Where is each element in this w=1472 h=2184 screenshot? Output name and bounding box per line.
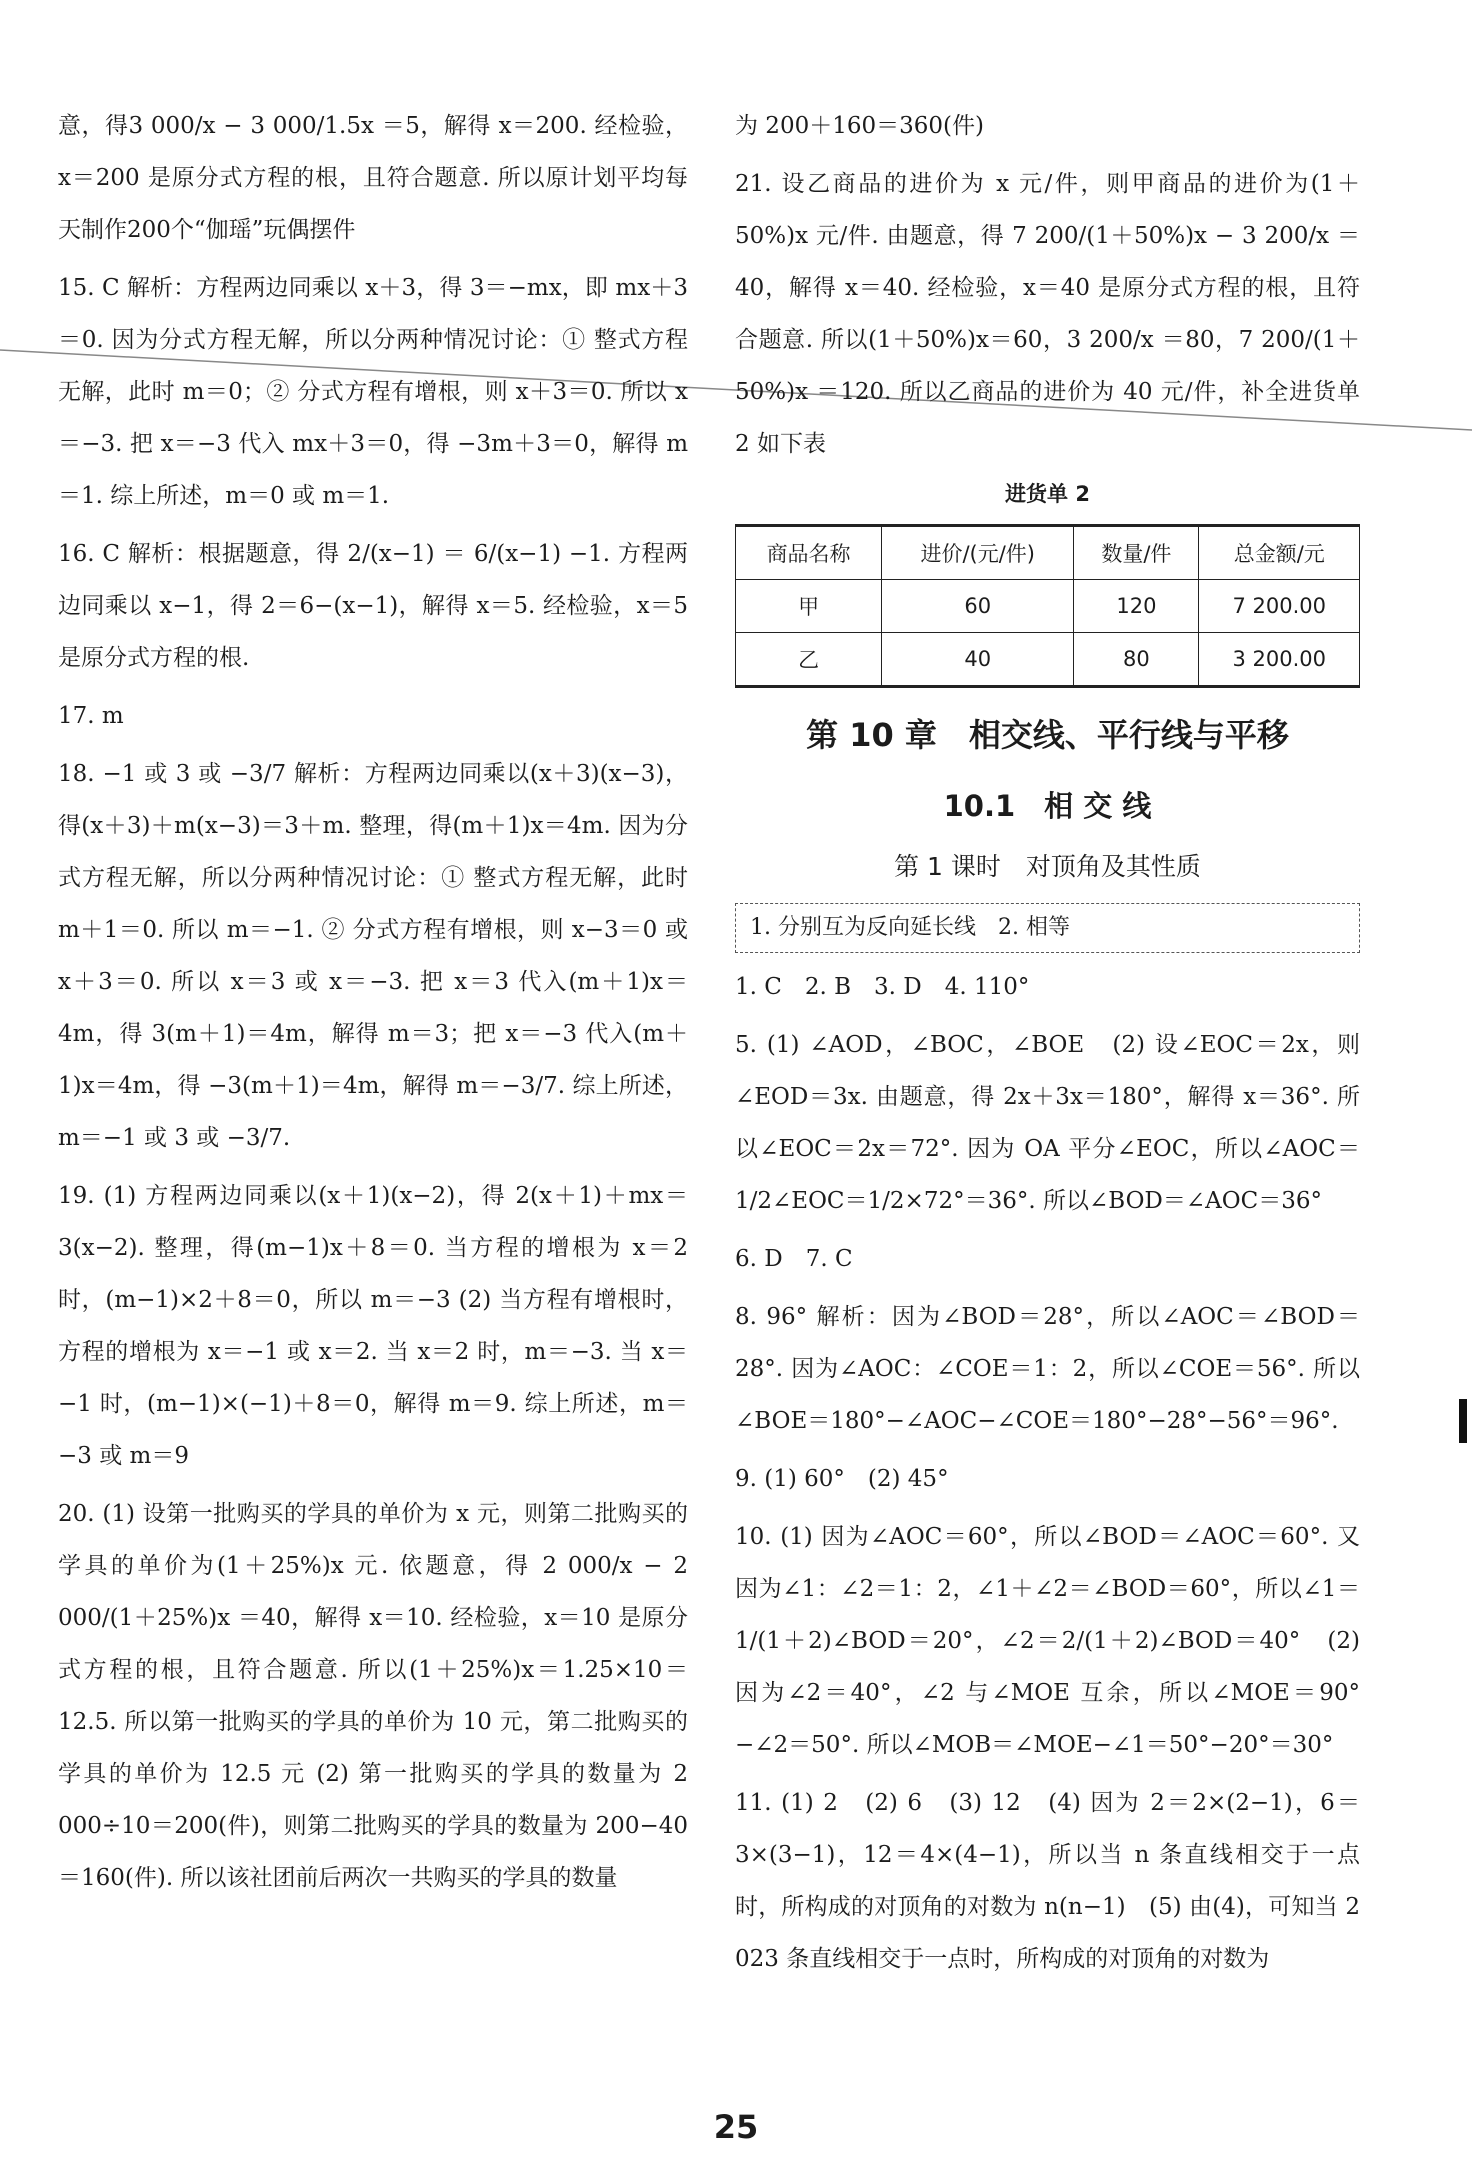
concept-answer-box: 1. 分别互为反向延长线 2. 相等 <box>735 903 1360 953</box>
lesson-title: 第 1 课时 对顶角及其性质 <box>894 852 1201 881</box>
answer-14-continued: 意，得3 000/x − 3 000/1.5x ＝5，解得 x＝200. 经检验，x＝200 是原分式方程的根，且符合题意. 所以原计划平均每天制作200个“伽瑶”玩偶摆件 <box>58 113 688 243</box>
table-cell: 乙 <box>736 633 882 687</box>
table-cell: 60 <box>882 580 1074 633</box>
edge-thumb-mark <box>1459 1399 1467 1443</box>
table-header-cell: 总金额/元 <box>1199 526 1360 580</box>
answer-20: 20. (1) 设第一批购买的学具的单价为 x 元，则第二批购买的学具的单价为(1＋25%)x 元. 依题意，得 2 000/x − 2 000/(1＋25%)x ＝40，解得 x＝10. 经检验，x＝10 是原分式方程的根，且符合题意. 所以(1＋25%)x＝1.25×10＝12.5. 所以第一批购买的学具的单价为 10 元，第二批购买的学具的单价为 12.5 元 (2) 第一批购买的学具的数量为 2 000÷10＝200(件)，则第二批购买的学具的数量为 200−40＝160(件). 所以该社团前后两次一共购买的学具的数量 <box>58 1501 688 1891</box>
table-cell: 80 <box>1074 633 1199 687</box>
table-row <box>736 633 1360 687</box>
right-column <box>735 100 1360 1991</box>
table-row <box>736 580 1360 633</box>
answer-17: 17. m <box>58 703 124 729</box>
answer-15: 15. C 解析：方程两边同乘以 x＋3，得 3＝−mx，即 mx＋3＝0. 因为分式方程无解，所以分两种情况讨论：① 整式方程无解，此时 m＝0；② 分式方程有增根，则 x＋3＝0. 所以 x＝−3. 把 x＝−3 代入 mx＋3＝0，得 −3m＋3＝0，解得 m＝1. 综上所述，m＝0 或 m＝1. <box>58 275 688 509</box>
answer-21: 21. 设乙商品的进价为 x 元/件，则甲商品的进价为(1＋50%)x 元/件. 由题意，得 7 200/(1＋50%)x − 3 200/x ＝40，解得 x＝40. 经检验，x＝40 是原分式方程的根，且符合题意. 所以(1＋50%)x＝60，3 200/x ＝80，7 200/(1＋50%)x ＝120. 所以乙商品的进价为 40 元/件，补全进货单 2 如下表 <box>735 171 1360 457</box>
table-header-cell: 商品名称 <box>736 526 882 580</box>
answer-9: 9. (1) 60° (2) 45° <box>735 1466 949 1492</box>
table-title: 进货单 2 <box>1005 482 1090 506</box>
table-cell: 7 200.00 <box>1199 580 1360 633</box>
table-header-cell: 数量/件 <box>1074 526 1199 580</box>
table-header-cell: 进价/(元/件) <box>882 526 1074 580</box>
answer-18: 18. −1 或 3 或 −3/7 解析：方程两边同乘以(x＋3)(x−3)，得(x＋3)＋m(x−3)＝3＋m. 整理，得(m＋1)x＝4m. 因为分式方程无解，所以分两种情况讨论：① 整式方程无解，此时 m＋1＝0. 所以 m＝−1. ② 分式方程有增根，则 x−3＝0 或 x＋3＝0. 所以 x＝3 或 x＝−3. 把 x＝3 代入(m＋1)x＝4m，得 3(m＋1)＝4m，解得 m＝3；把 x＝−3 代入(m＋1)x＝4m，得 −3(m＋1)＝4m，解得 m＝−3/7. 综上所述，m＝−1 或 3 或 −3/7. <box>58 761 688 1151</box>
answer-19: 19. (1) 方程两边同乘以(x＋1)(x−2)，得 2(x＋1)＋mx＝3(x−2). 整理，得(m−1)x＋8＝0. 当方程的增根为 x＝2 时，(m−1)×2＋8＝0，所以 m＝−3 (2) 当方程有增根时，方程的增根为 x＝−1 或 x＝2. 当 x＝2 时，m＝−3. 当 x＝−1 时，(m−1)×(−1)＋8＝0，解得 m＝9. 综上所述，m＝−3 或 m＝9 <box>58 1183 688 1469</box>
answer-11: 11. (1) 2 (2) 6 (3) 12 (4) 因为 2＝2×(2−1)，6＝3×(3−1)，12＝4×(4−1)，所以当 n 条直线相交于一点时，所构成的对顶角的对数为 n(n−1) (5) 由(4)，可知当 2 023 条直线相交于一点时，所构成的对顶角的对数为 <box>735 1790 1360 1972</box>
table-header-row <box>736 526 1360 580</box>
purchase-order-table <box>735 524 1360 688</box>
answer-16: 16. C 解析：根据题意，得 2/(x−1) ＝ 6/(x−1) −1. 方程两边同乘以 x−1，得 2＝6−(x−1)，解得 x＝5. 经检验，x＝5 是原分式方程的根. <box>58 541 688 671</box>
table-cell: 40 <box>882 633 1074 687</box>
answer-8: 8. 96° 解析：因为∠BOD＝28°，所以∠AOC＝∠BOD＝28°. 因为∠AOC：∠COE＝1：2，所以∠COE＝56°. 所以∠BOE＝180°−∠AOC−∠COE＝180°−28°−56°＝96°. <box>735 1304 1360 1434</box>
answer-5: 5. (1) ∠AOD，∠BOC，∠BOE (2) 设∠EOC＝2x，则∠EOD＝3x. 由题意，得 2x＋3x＝180°，解得 x＝36°. 所以∠EOC＝2x＝72°. 因为 OA 平分∠EOC，所以∠AOC＝1/2∠EOC＝1/2×72°＝36°. 所以∠BOD＝∠AOC＝36° <box>735 1032 1360 1214</box>
answer-10: 10. (1) 因为∠AOC＝60°，所以∠BOD＝∠AOC＝60°. 又因为∠1：∠2＝1：2，∠1＋∠2＝∠BOD＝60°，所以∠1＝1/(1＋2)∠BOD＝20°，∠2＝2/(1＋2)∠BOD＝40° (2) 因为∠2＝40°，∠2 与∠MOE 互余，所以∠MOE＝90°−∠2＝50°. 所以∠MOB＝∠MOE−∠1＝50°−20°＝30° <box>735 1524 1360 1758</box>
table-cell: 甲 <box>736 580 882 633</box>
page-number: 25 <box>713 2108 759 2146</box>
section-title: 10.1 相 交 线 <box>943 789 1152 823</box>
answer-20-continued: 为 200＋160＝360(件) <box>735 113 984 139</box>
table-cell: 3 200.00 <box>1199 633 1360 687</box>
answer-1-4: 1. C 2. B 3. D 4. 110° <box>735 974 1030 1000</box>
table-cell: 120 <box>1074 580 1199 633</box>
answer-6-7: 6. D 7. C <box>735 1246 853 1272</box>
left-column <box>58 100 688 1910</box>
chapter-title: 第 10 章 相交线、平行线与平移 <box>806 716 1289 754</box>
